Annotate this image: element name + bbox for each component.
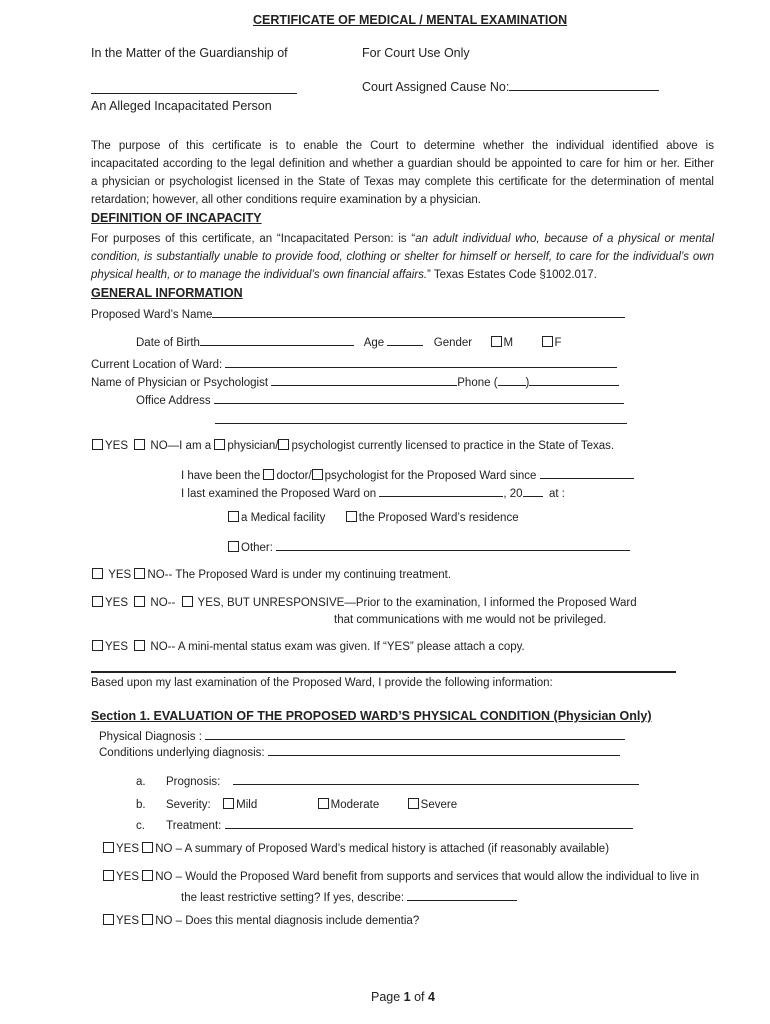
last-exam-label: I last examined the Proposed Ward on [181,488,377,500]
dementia-text: NO – Does this mental diagnosis include dementia? [155,915,420,927]
supports-text: NO – Would the Proposed Ward benefit from supports and services that would allow the individual to live in [155,871,700,883]
treatment-field[interactable] [225,817,633,829]
dementia-yes-checkbox[interactable] [103,914,114,925]
supports-row-2 [181,889,517,904]
treatment-row [136,817,633,832]
mild-label: Mild [236,799,258,811]
unresponsive-row [92,596,637,609]
page-total: 4 [428,990,435,1004]
other-row [228,539,630,554]
last-exam-row [181,485,565,500]
cond-under-field[interactable] [268,744,620,756]
prognosis-field[interactable] [233,773,639,785]
gender-m-label: M [503,337,514,349]
prognosis-letter: a. [136,776,146,788]
history-row [103,842,609,855]
yes-label: YES [108,569,132,581]
moderate-checkbox[interactable] [318,798,329,809]
no-label: NO-- [150,597,176,609]
phone-area-field[interactable] [498,374,526,386]
treatment-letter: c. [136,820,145,832]
medical-facility-label: a Medical facility [241,512,326,524]
gender-m-checkbox[interactable] [491,336,502,347]
physician-row [91,374,619,389]
unresp-text: YES, BUT UNRESPONSIVE—Prior to the examination, I informed the Proposed Ward [197,597,637,609]
gender-label: Gender [433,337,473,349]
office-label: Office Address [136,395,211,407]
psych-checkbox[interactable] [312,469,323,480]
other-checkbox[interactable] [228,541,239,552]
purpose-paragraph [91,137,714,209]
licensed-yes-checkbox[interactable] [92,439,103,450]
last-exam-date-field[interactable] [379,485,503,497]
location-field[interactable] [225,356,617,368]
section1-heading: Section 1. EVALUATION OF THE PROPOSED WARD’S PHYSICAL CONDITION (Physician Only) [91,709,652,723]
unresp-no-checkbox[interactable] [134,596,145,607]
cause-no-field[interactable] [509,79,659,91]
minimental-text: NO-- A mini-mental status exam was given. If “YES” please attach a copy. [150,641,525,653]
ward-name-field[interactable] [212,306,625,318]
matter-label: In the Matter of the Guardianship of [91,46,288,60]
phys-diag-label: Physical Diagnosis : [99,731,202,743]
licensed-text: NO—I am a [150,440,215,452]
yes-label: YES [116,871,140,883]
court-use-label: For Court Use Only [362,46,470,60]
definition-line [91,230,714,248]
gender-f-checkbox[interactable] [542,336,553,347]
page-current: 1 [403,990,411,1004]
age-field[interactable] [387,334,423,346]
yes-label: YES [105,597,129,609]
def-quote: physical health, or to manage the individual’s own financial affairs. [91,269,428,281]
definition-heading: DEFINITION OF INCAPACITY [91,211,262,225]
unresp-yes-checkbox[interactable] [92,596,103,607]
incap-person-label: An Alleged Incapacitated Person [91,99,272,113]
physician-field[interactable] [271,374,457,386]
supports-yes-checkbox[interactable] [103,870,114,881]
def-quote: an adult individual who, because of a physical or mental [415,233,714,245]
phys-diag-row [99,728,625,743]
continuing-yes-checkbox[interactable] [92,568,103,579]
doctor-label: doctor/ [276,470,312,482]
history-yes-checkbox[interactable] [103,842,114,853]
ward-residence-checkbox[interactable] [346,511,357,522]
supports-row [103,870,699,883]
def-text: For purposes of this certificate, an “Incapacitated Person: is “ [91,233,416,245]
treatment-label: Treatment: [166,820,222,832]
licensed-row [92,439,614,452]
other-field[interactable] [276,539,630,551]
dementia-no-checkbox[interactable] [142,914,153,925]
location-label: Current Location of Ward: [91,359,223,371]
office-row [136,392,624,407]
licensed-text-b: psychologist currently licensed to practice in the State of Texas. [291,440,615,452]
dementia-row [103,914,419,927]
physician-label: physician/ [227,440,279,452]
phys-diag-field[interactable] [205,728,625,740]
phone-label: Phone ( [457,377,498,389]
minimental-yes-checkbox[interactable] [92,640,103,651]
ward-name-row [91,306,625,321]
year-field[interactable] [523,485,543,497]
severity-row [136,798,457,811]
severe-label: Severe [420,799,458,811]
history-no-checkbox[interactable] [142,842,153,853]
minimental-row [92,640,525,653]
medical-facility-checkbox[interactable] [228,511,239,522]
def-citation: ” Texas Estates Code §1002.017. [427,269,597,281]
phone-close: ) [525,377,530,389]
cause-no-text: Court Assigned Cause No: [362,80,510,94]
dob-label: Date of Birth [136,337,200,349]
supports-describe-field[interactable] [407,889,517,901]
severity-label: Severity: [166,799,211,811]
moderate-label: Moderate [330,799,380,811]
prognosis-row [136,773,639,788]
purpose-line: retardation; however, all other conditions require examination by a physician. [91,194,481,206]
definition-line [91,266,714,284]
phone-field[interactable] [529,374,619,386]
purpose-line: incapacitated according to the legal definition and whether a guardian should be appointed to care for him or her. Either [91,158,714,170]
office-line-2[interactable] [215,423,627,424]
purpose-line: The purpose of this certificate is to enable the Court to determine whether the individual identified above is [91,140,714,152]
cause-no-label [362,79,659,94]
been-row [181,467,634,482]
purpose-line: a physician or psychologist licensed in the State of Texas may complete this certificate for the determination of mental [91,176,714,188]
severity-letter: b. [136,799,146,811]
page-of: of [410,990,428,1004]
unresp-checkbox[interactable] [182,596,193,607]
since-field[interactable] [540,467,634,479]
been-text: I have been the [181,470,264,482]
page-number [371,990,435,1004]
definition-line: condition, is substantially unable to provide food, clothing or shelter for himself or herself, to care for the individual’s own [91,251,714,263]
gender-f-label: F [554,337,562,349]
ward-residence-label: the Proposed Ward’s residence [358,512,519,524]
dob-row [136,334,562,349]
unresp-line-2: that communications with me would not be privileged. [334,614,607,626]
yes-label: YES [105,641,129,653]
supports-no-checkbox[interactable] [142,870,153,881]
other-label: Other: [241,542,273,554]
general-info-heading: GENERAL INFORMATION [91,286,243,300]
yes-label: YES [116,915,140,927]
continuing-row [92,568,451,581]
severe-checkbox[interactable] [408,798,419,809]
psychologist-checkbox[interactable] [278,439,289,450]
location-row [91,356,617,371]
ward-name-label: Proposed Ward’s Name [91,309,213,321]
mild-checkbox[interactable] [223,798,234,809]
licensed-no-checkbox[interactable] [134,439,145,450]
facility-row [228,511,519,524]
office-field[interactable] [214,392,624,404]
year-label: , 20 [503,488,523,500]
yes-label: YES [105,440,129,452]
yes-label: YES [116,843,140,855]
section-divider [91,671,676,673]
history-text: NO – A summary of Proposed Ward’s medical history is attached (if reasonably available) [155,843,610,855]
ward-name-line[interactable] [91,93,297,94]
cond-under-row [99,744,620,759]
based-upon-text: Based upon my last examination of the Proposed Ward, I provide the following information: [91,677,553,689]
page-label: Page [371,990,404,1004]
definition-paragraph [91,230,714,284]
age-label: Age [363,337,385,349]
physician-label: Name of Physician or Psychologist [91,377,269,389]
dob-field[interactable] [200,334,354,346]
minimental-no-checkbox[interactable] [134,640,145,651]
at-label: at : [548,488,565,500]
cond-under-label: Conditions underlying diagnosis: [99,747,265,759]
been-text-b: psychologist for the Proposed Ward since [324,470,537,482]
physician-checkbox[interactable] [214,439,225,450]
prognosis-label: Prognosis: [166,776,221,788]
continuing-no-checkbox[interactable] [134,568,145,579]
supports-describe-label: the least restrictive setting? If yes, describe: [181,892,405,904]
page-title: CERTIFICATE OF MEDICAL / MENTAL EXAMINATION [253,13,568,27]
doctor-checkbox[interactable] [263,469,274,480]
continuing-text: NO-- The Proposed Ward is under my continuing treatment. [147,569,452,581]
